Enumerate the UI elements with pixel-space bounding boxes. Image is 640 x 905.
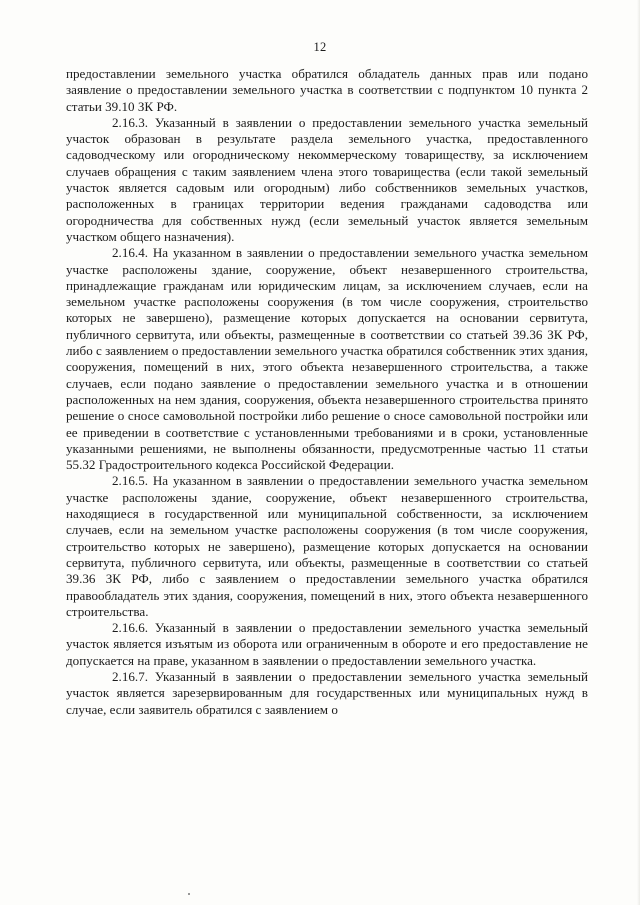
paragraph-2-16-6: 2.16.6. Указанный в заявлении о предоставлении земельного участка земельный участок является изъятым из оборота или ограниченным в обороте и его предоставление не допускается на праве, указанном в заявлении о предоставлении земельного участка. — [66, 620, 588, 668]
document-body — [66, 66, 588, 718]
scan-speck — [188, 893, 190, 895]
paragraph-2-16-5: 2.16.5. На указанном в заявлении о предоставлении земельного участка земельном участке расположены здание, сооружение, объект незавершенного строительства, находящиеся в государственной или муниципальной собственности, за исключением случаев, если на земельном участке расположены сооружения (в том числе сооружения, строительство которых не завершено), размещение которых допускается на основании сервитута, публичного сервитута, или объекты, размещенные в соответствии со статьей 39.36 ЗК РФ, либо с заявлением о предоставлении земельного участка обратился правообладатель этих здания, сооружения, помещений в них, этого объекта незавершенного строительства. — [66, 473, 588, 619]
paragraph-2-16-4: 2.16.4. На указанном в заявлении о предоставлении земельного участка земельном участке расположены здание, сооружение, объект незавершенного строительства, принадлежащие гражданам или юридическим лицам, за исключением случаев, если на земельном участке расположены сооружения (в том числе сооружения, строительство которых не завершено), размещение которых допускается на основании сервитута, публичного сервитута, или объекты, размещенные в соответствии со статьей 39.36 ЗК РФ, либо с заявлением о предоставлении земельного участка обратился собственник этих здания, сооружения, помещений в них, этого объекта незавершенного строительства, а также случаев, если подано заявление о предоставлении земельного участка и в отношении расположенных на нем здания, сооружения, объекта незавершенного строительства принято решение о сносе самовольной постройки либо решение о сносе самовольной постройки или ее приведении в соответствие с установленными требованиями и в сроки, установленные указанными решениями, не выполнены обязанности, предусмотренные частью 11 статьи 55.32 Градостроительного кодекса Российской Федерации. — [66, 245, 588, 473]
paragraph-continuation: предоставлении земельного участка обратился обладатель данных прав или подано заявление о предоставлении земельного участка в соответствии с подпунктом 10 пункта 2 статьи 39.10 ЗК РФ. — [66, 66, 588, 114]
page-number: 12 — [313, 40, 327, 54]
paragraph-2-16-3: 2.16.3. Указанный в заявлении о предоставлении земельного участка земельный участок образован в результате раздела земельного участка, предоставленного садоводческому или огородническому некоммерческому товариществу, за исключением случаев обращения с таким заявлением члена этого товарищества (если такой земельный участок является садовым или огородным) либо собственников земельных участков, расположенных в границах территории ведения гражданами садоводства или огородничества для собственных нужд (если земельный участок является земельным участком общего назначения). — [66, 114, 588, 244]
paragraph-2-16-7: 2.16.7. Указанный в заявлении о предоставлении земельного участка земельный участок является зарезервированным для государственных или муниципальных нужд в случае, если заявитель обратился с заявлением о — [66, 668, 588, 717]
